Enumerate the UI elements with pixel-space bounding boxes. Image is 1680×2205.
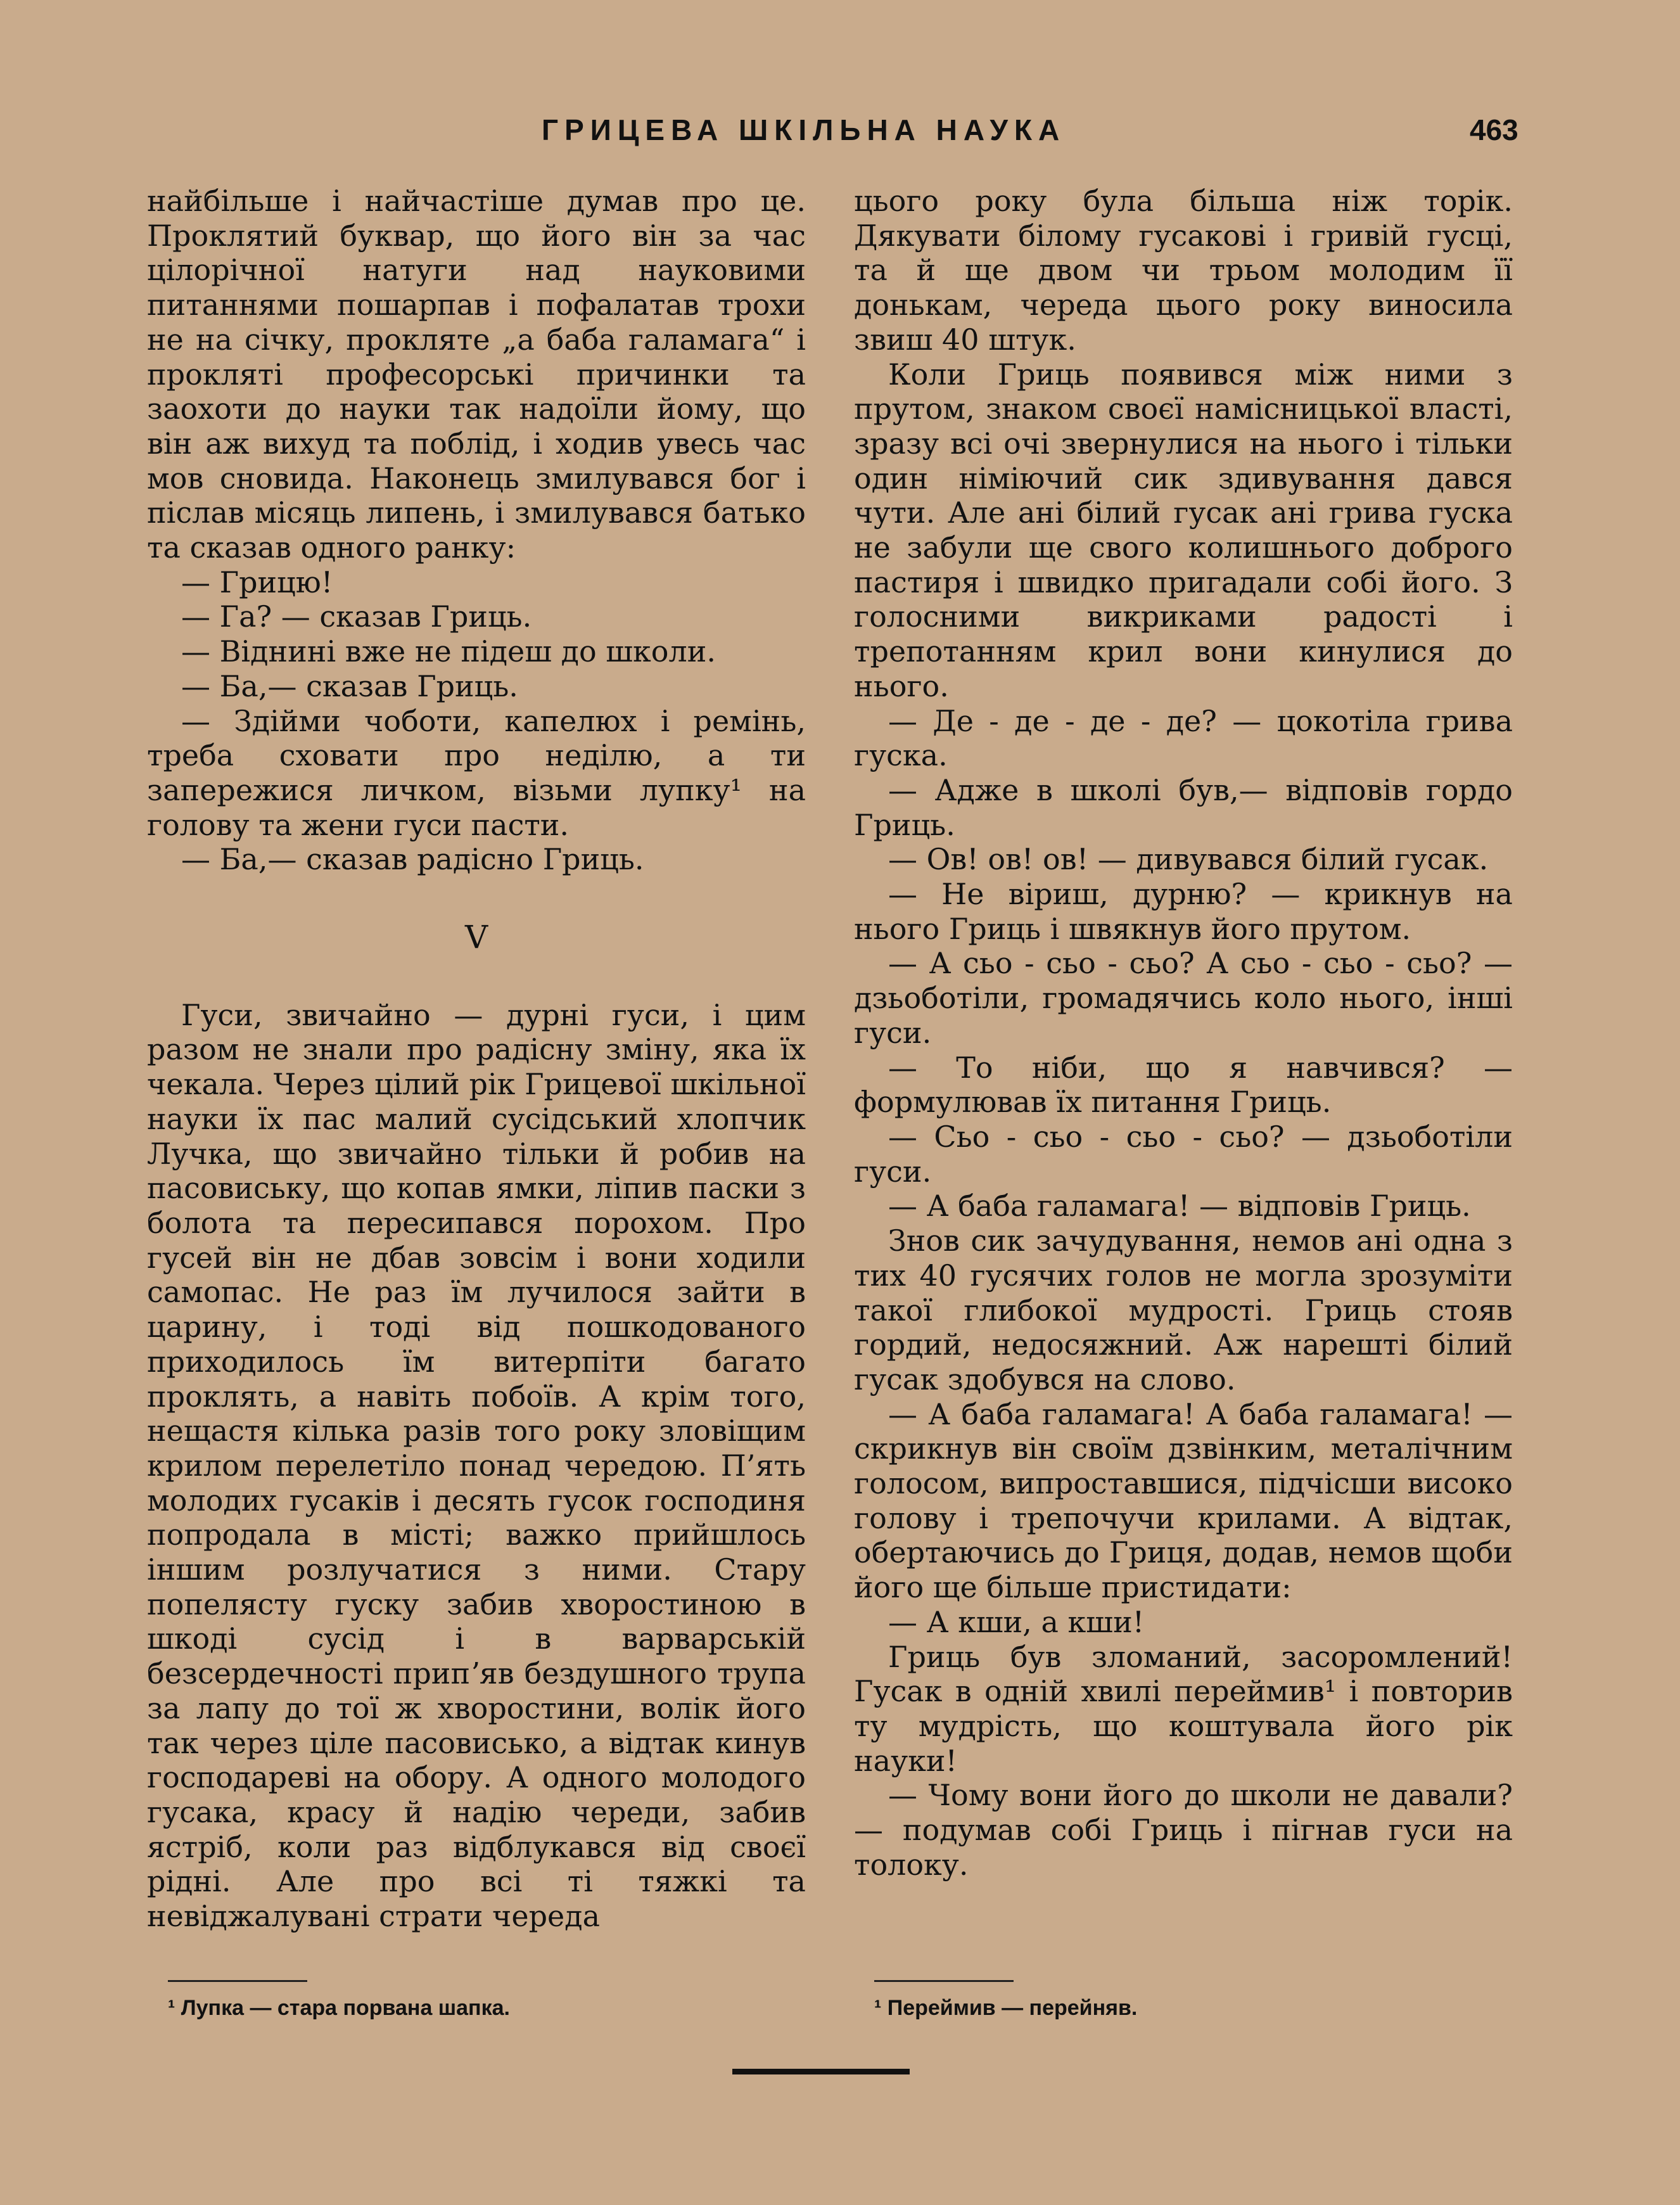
dialogue-line: — А кши, а кши! — [888, 1604, 1145, 1639]
paragraph: Гриць був зломаний, засоромлений! Гусак в одній хвилі переймив¹ і повторив ту мудрість, що коштувала його рік науки! — [854, 1639, 1513, 1778]
dialogue-line: — Ба,— сказав радісно Гриць. — [181, 842, 644, 877]
dialogue-line: — Чому вони його до школи не давали? — подумав собі Гриць і пігнав гуси на толоку. — [854, 1778, 1513, 1882]
page-header — [0, 113, 1680, 157]
dialogue-line: — Ба,— сказав Гриць. — [181, 668, 518, 703]
dialogue-line: — Здійми чоботи, капелюх і ремінь, треба сховати про неділю, а ти заперeжися личком, візьми лупку¹ на голову та жени гуси пасти. — [147, 703, 806, 842]
page-number: 463 — [1470, 113, 1518, 146]
footnote-rule-right — [874, 1980, 1014, 1982]
dialogue-line: — Де - де - де - де? — цокотіла грива гуска. — [854, 703, 1513, 773]
paragraph: Коли Гриць появився між ними з прутом, знаком своєї намісницької власті, зразу всі очі звернулися на нього і тільки один німіючий сик здивування дався чути. Але ані білий гусак ані грива гуска не забули ще свого колишнього доброго пастиря і швидко пригадали собі його. З голосними викриками радості і трепотанням крил вони кинулися до нього. — [854, 357, 1513, 703]
paragraph: найбільше і найчастіше думав про це. Проклятий буквар, що його він за час цілорічної натуги над науковими питаннями пошарпав і пофалатав трохи не на січку, прокляте „а баба галамага“ і прокляті професорські причинки та заохоти до науки так надоїли йому, що він аж вихуд та поблід, і ходив увесь час мов сновида. Наконець змилувався бог і післав місяць липень, і змилувався батько та сказав одного ранку: — [147, 184, 806, 565]
dialogue-line: — А сьо - сьо - сьо? А сьо - сьо - сьо? — дзьоботіли, громадячись коло нього, інші гуси. — [854, 946, 1513, 1050]
right-column — [854, 184, 1513, 1882]
footnote-left: ¹ Лупка — стара порвана шапка. — [168, 1996, 510, 2020]
paragraph: цього року була більша ніж торік. Дякувати білому гусакові і гривій гусці, та й ще двом чи трьом молодим її донькам, череда цього року виносила звиш 40 штук. — [854, 184, 1513, 357]
dialogue-line: — Га? — сказав Гриць. — [181, 599, 532, 634]
footnote-right: ¹ Переймив — перейняв. — [874, 1996, 1138, 2020]
section-heading: V — [464, 919, 488, 956]
dialogue-line: — А баба галамага! А баба галамага! — скрикнув він своїм дзвінким, металічним голосом, випроставшися, підчісши високо голову і трепочучи крилами. А відтак, обертаючись до Гриця, додав, немов щоби його ще більше пристидати: — [854, 1396, 1513, 1605]
dialogue-line: — То ніби, що я навчився? — формулював їх питання Гриць. — [854, 1050, 1513, 1120]
dialogue-line: — Ов! ов! ов! — дивувався білий гусак. — [888, 842, 1489, 877]
dialogue-line: — Сьо - сьо - сьо - сьо? — дзьоботіли гуси. — [854, 1119, 1513, 1189]
left-column — [147, 184, 806, 1934]
dialogue-line: — Адже в школі був,— відповів гордо Гриць. — [854, 772, 1513, 842]
dialogue-line: — Не віриш, дурню? — крикнув на нього Гриць і швякнув його прутом. — [854, 877, 1513, 946]
running-title: ГРИЦЕВА ШКІЛЬНА НАУКА — [542, 113, 1066, 146]
end-divider — [732, 2069, 910, 2074]
dialogue-line: — Грицю! — [181, 565, 333, 599]
paragraph: Знов сик зачудування, немов ані одна з тих 40 гусячих голов не могла зрозуміти такої глибокої мудрості. Гриць стояв гордий, недосяжний. Аж нарешті білий гусак здобувся на слово. — [854, 1224, 1513, 1396]
paragraph: Гуси, звичайно — дурні гуси, і цим разом не знали про радісну зміну, яка їх чекала. Через цілий рік Грицевої шкільної науки їх пас малий сусідський хлопчик Лучка, що звичайно тільки й робив на пасовиську, що копав ямки, ліпив паски з болота та пересипався порохом. Про гусей він не дбав зовсім і вони ходили самопас. Не раз їм лучилося зайти в царину, і тоді від пошкодованого приходилось їм витерпіти багато проклять, а навіть побоїв. А крім того, нещастя кілька разів того року зловіщим крилом перелетіло понад чередою. П’ять молодих гусаків і десять гусок господиня попродала в місті; важко прийшлось іншим розлучатися з ними. Стару попелясту гуску забив хворостиною в шкоді сусід і в варварській безсердечності припʼяв бездушного трупа за лапу до тої ж хворостини, волік його так через ціле пасовисько, а відтак кинув господареві на обору. А одного молодого гусака, красу й надію череди, забив ястріб, коли раз відблукався від своєї рідні. Але про всі ті тяжкі та невіджалувані страти череда — [147, 997, 806, 1934]
dialogue-line: — А баба галамага! — відповів Гриць. — [888, 1189, 1471, 1224]
footnote-rule-left — [168, 1980, 307, 1982]
dialogue-line: — Віднині вже не підеш до школи. — [181, 634, 716, 669]
